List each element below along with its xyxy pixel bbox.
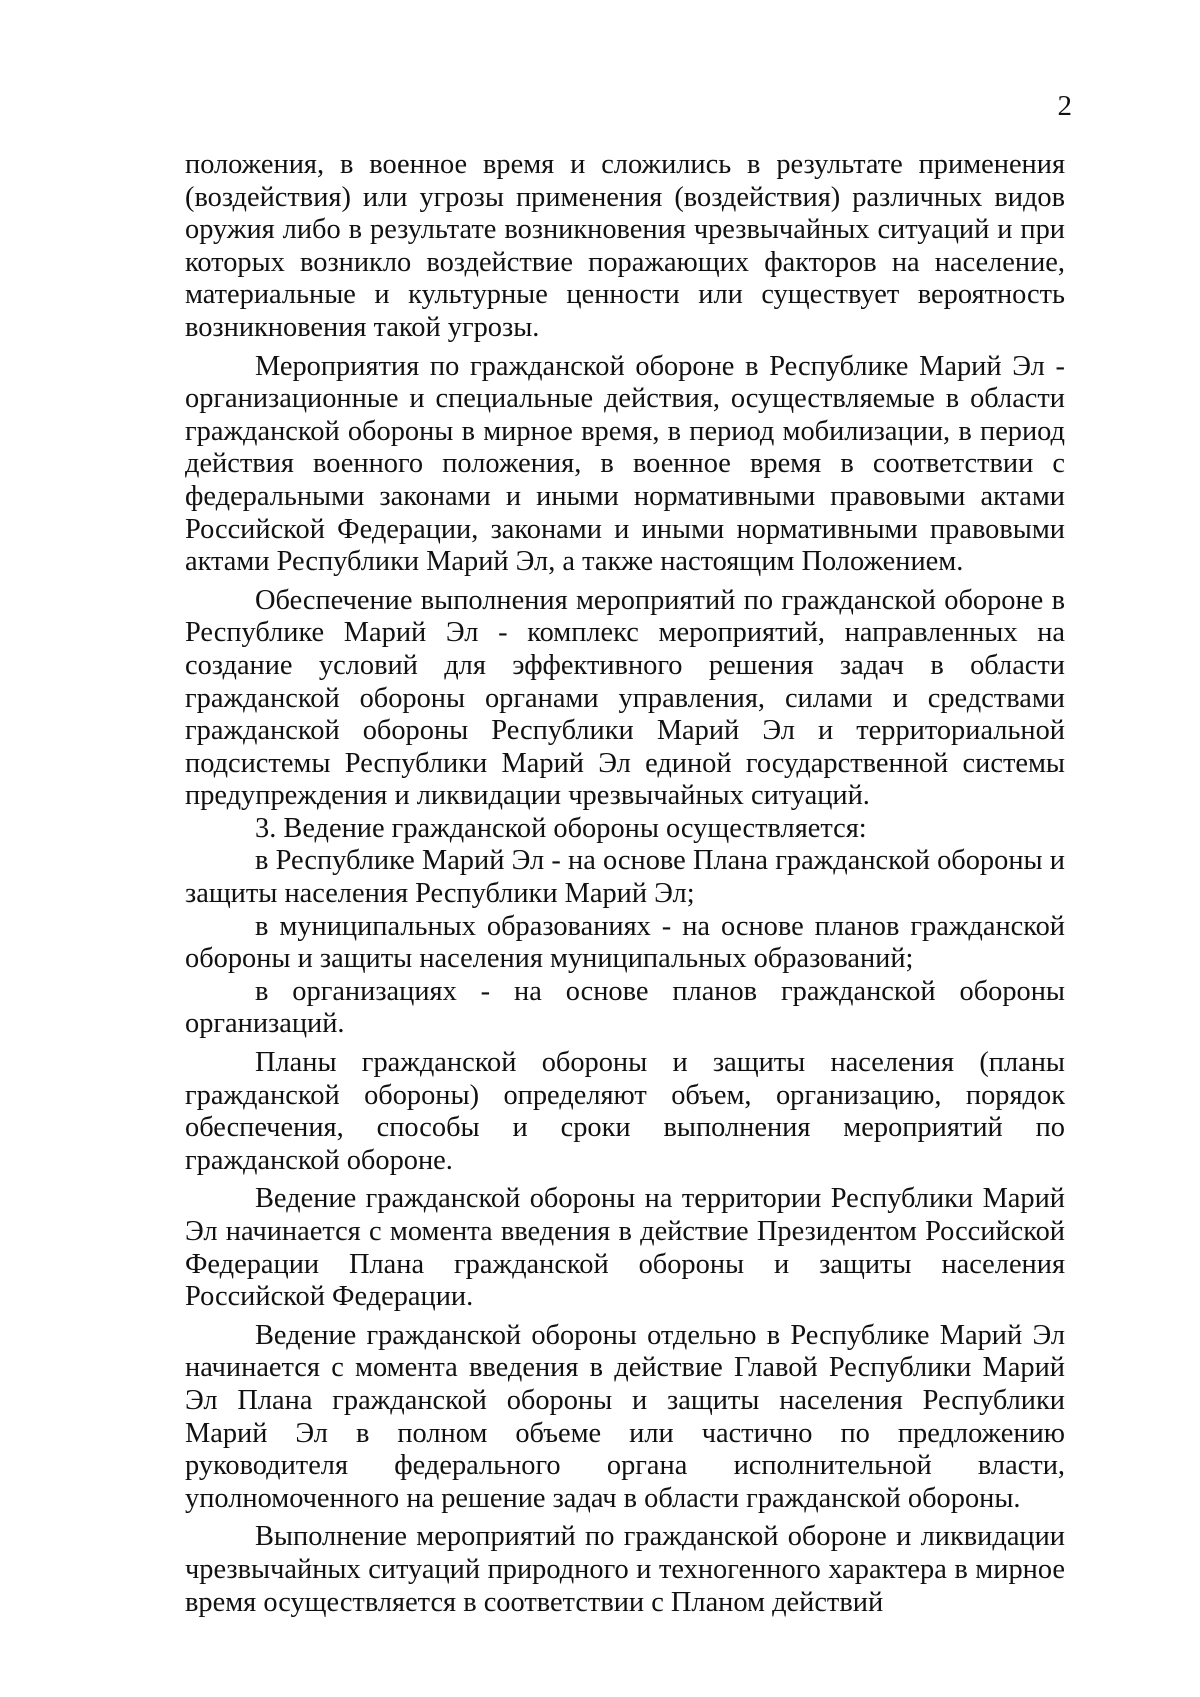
document-body (185, 149, 1065, 1619)
paragraph-plans-definition: Планы гражданской обороны и защиты населения (планы гражданской обороны) определяют объем, организацию, порядок обеспечения, способы и сроки выполнения мероприятий по гражданской обороне. (185, 1047, 1065, 1176)
paragraph-definition-support: Обеспечение выполнения мероприятий по гражданской обороне в Республике Марий Эл - комплекс мероприятий, направленных на создание условий для эффективного решения задач в области гражданской обороны органами управления, силами и средствами гражданской обороны Республики Марий Эл и территориальной подсистемы Республики Марий Эл единой государственной системы предупреждения и ликвидации чрезвычайных ситуаций. (185, 584, 1065, 812)
paragraph-definition-measures: Мероприятия по гражданской обороне в Республике Марий Эл - организационные и специальные действия, осуществляемые в области гражданской обороны в мирное время, в период мобилизации, в период действия военного положения, в военное время в соответствии с федеральными законами и иными нормативными правовыми актами Российской Федерации, законами и иными нормативными правовыми актами Республики Марий Эл, а также настоящим Положением. (185, 350, 1065, 578)
paragraph-start-republic: Ведение гражданской обороны отдельно в Республике Марий Эл начинается с момента введения в действие Главой Республики Марий Эл Плана гражданской обороны и защиты населения Республики Марий Эл в полном объеме или частично по предложению руководителя федерального органа исполнительной власти, уполномоченного на решение задач в области гражданской обороны. (185, 1319, 1065, 1514)
paragraph-peacetime-measures: Выполнение мероприятий по гражданской обороне и ликвидации чрезвычайных ситуаций природного и техногенного характера в мирное время осуществляется в соответствии с Планом действий (185, 1521, 1065, 1618)
paragraph-republic-plan: в Республике Марий Эл - на основе Плана гражданской обороны и защиты населения Республики Марий Эл; (185, 845, 1065, 910)
paragraph-continuation: положения, в военное время и сложились в результате применения (воздействия) или угрозы применения (воздействия) различных видов оружия либо в результате возникновения чрезвычайных ситуаций и при которых возникло воздействие поражающих факторов на население, материальные и культурные ценности или существует вероятность возникновения такой угрозы. (185, 149, 1065, 343)
page-number: 2 (1057, 90, 1072, 122)
paragraph-organization-plans: в организациях - на основе планов гражданской обороны организаций. (185, 975, 1065, 1040)
paragraph-start-federal: Ведение гражданской обороны на территории Республики Марий Эл начинается с момента введения в действие Президентом Российской Федерации Плана гражданской обороны и защиты населения Российской Федерации. (185, 1183, 1065, 1313)
paragraph-item-3: 3. Ведение гражданской обороны осуществляется: (255, 812, 867, 844)
paragraph-municipal-plans: в муниципальных образованиях - на основе планов гражданской обороны и защиты населения муниципальных образований; (185, 910, 1065, 975)
